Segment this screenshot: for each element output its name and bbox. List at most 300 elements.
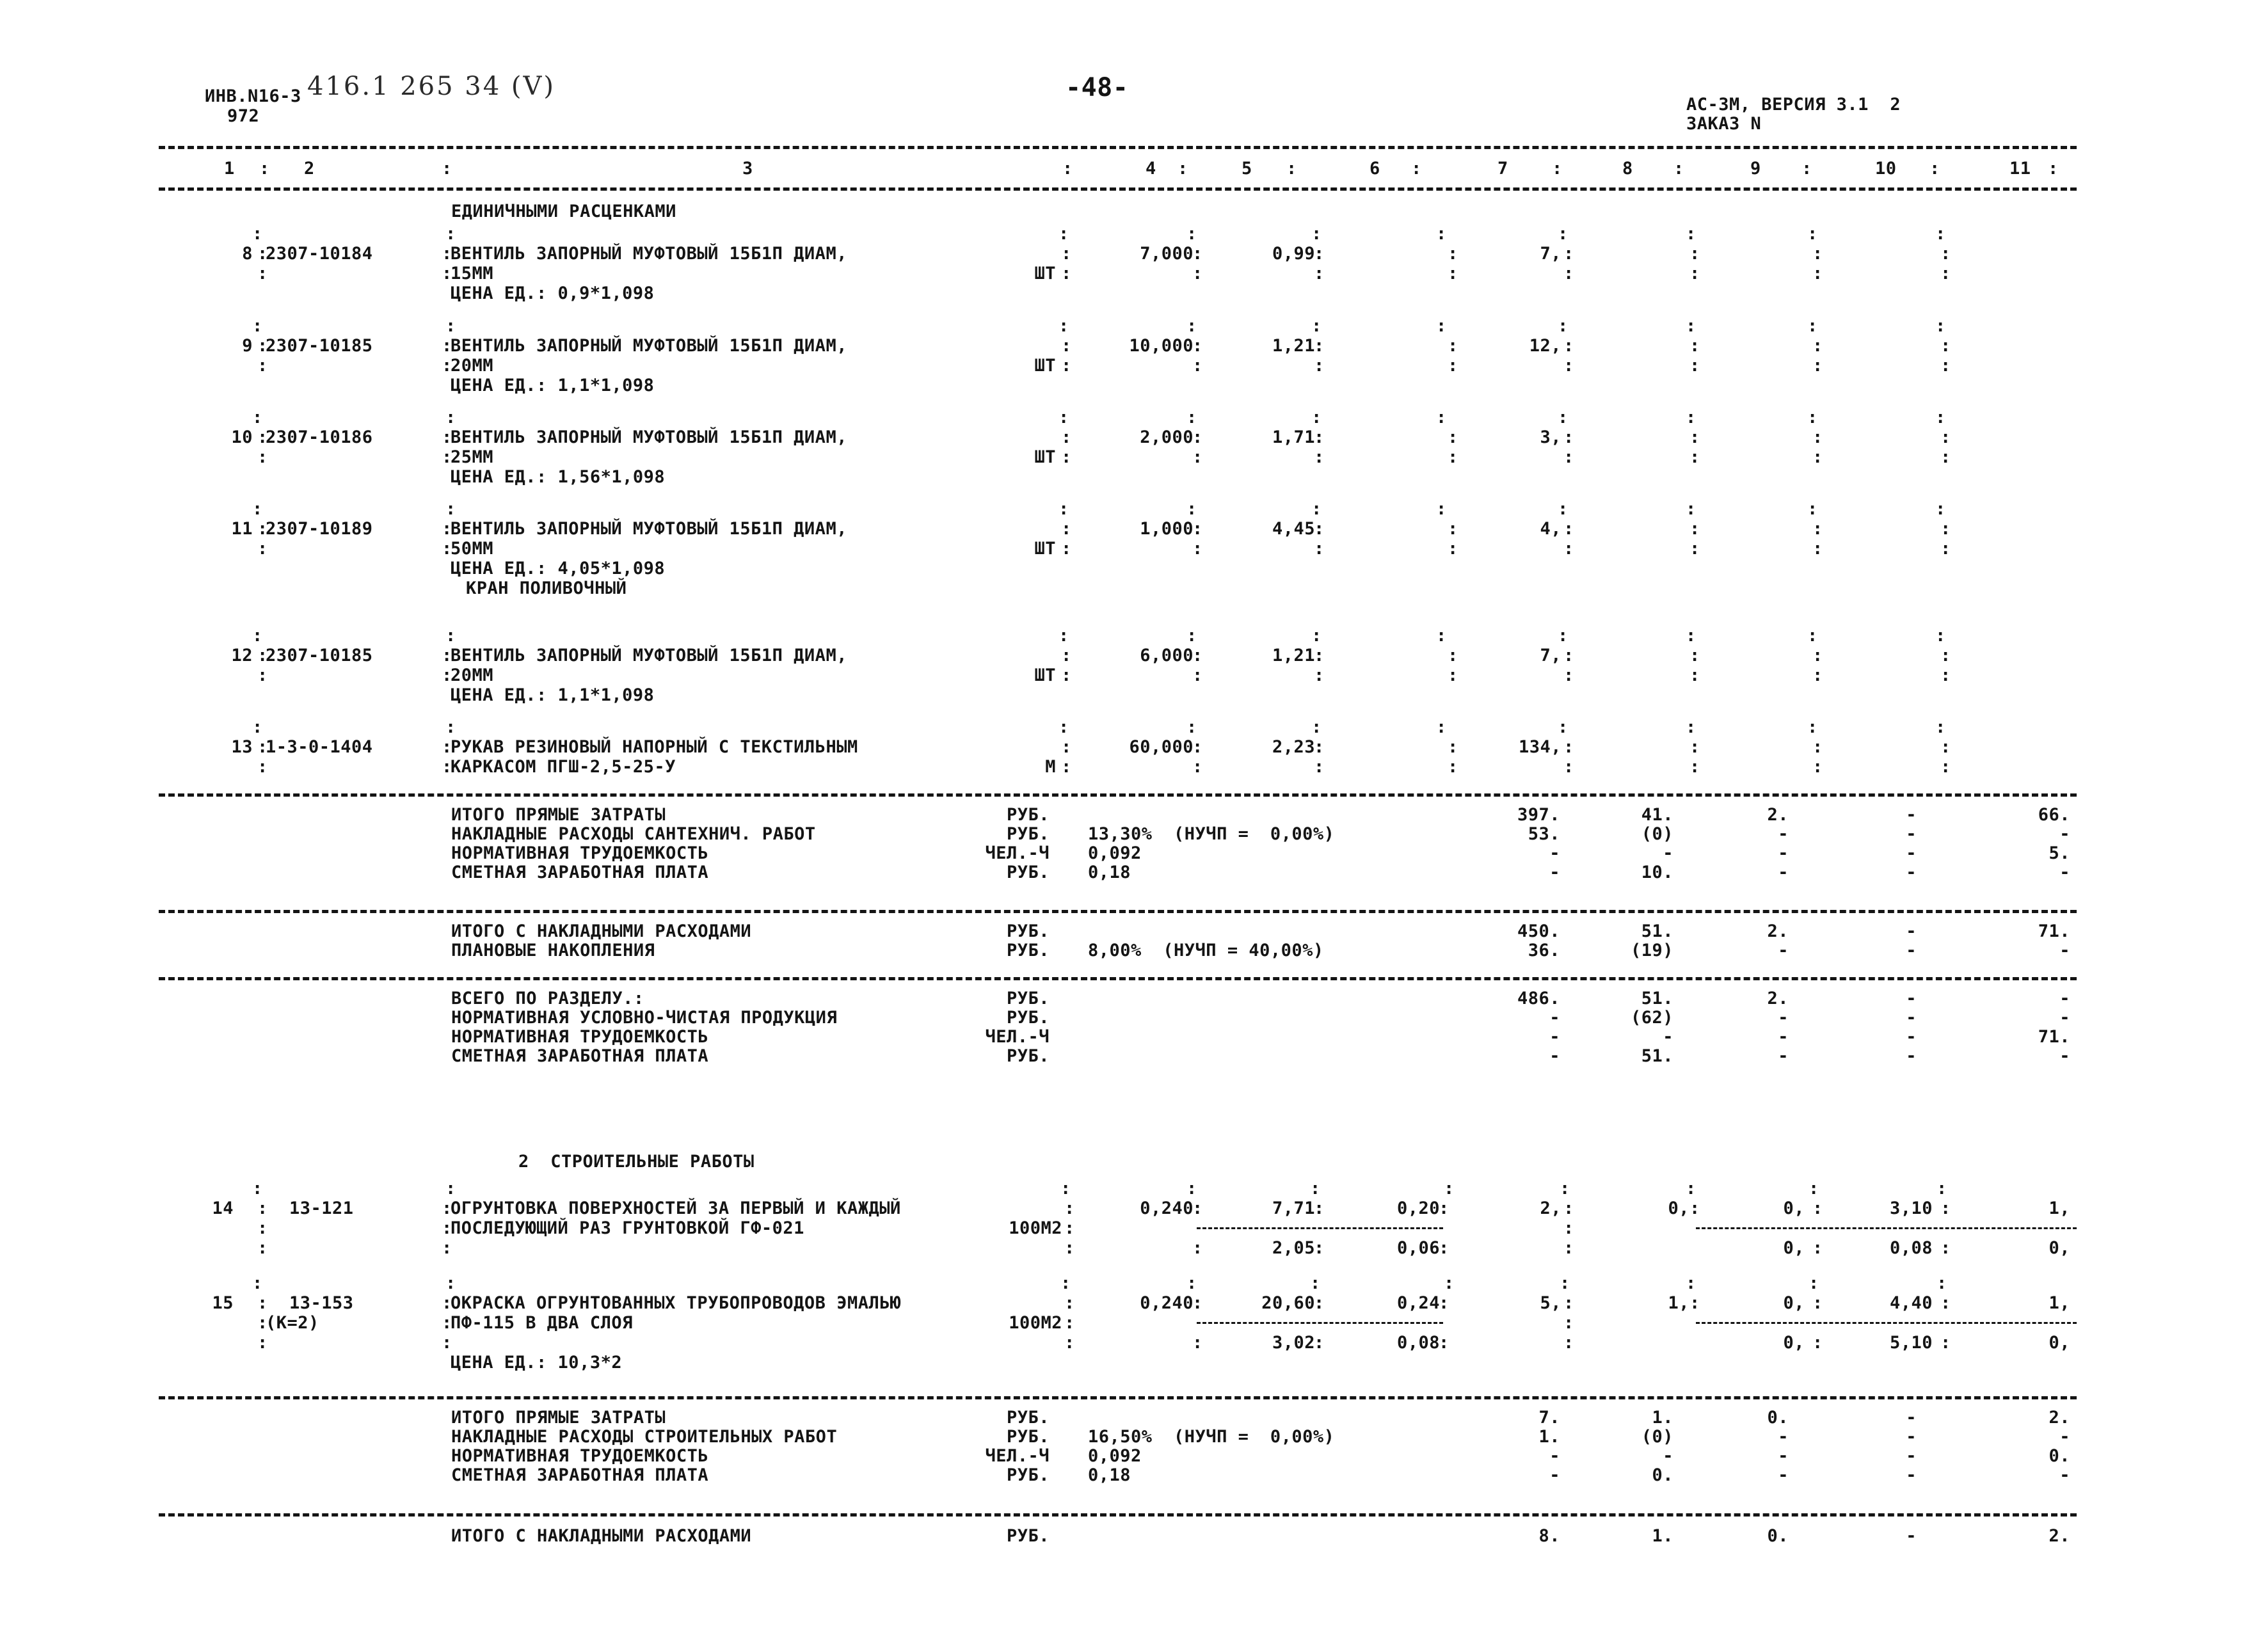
column-separator: : xyxy=(445,224,456,244)
column-separator: : xyxy=(1436,626,1447,646)
column-separator: : xyxy=(1062,159,1073,179)
summary-col7: - xyxy=(1549,1446,1560,1466)
header-left-code: ИНВ.N16-3 xyxy=(205,86,301,106)
item-col6: 0,20 xyxy=(1396,1198,1440,1218)
column-separator: : xyxy=(442,519,452,539)
summary-col10: - xyxy=(1906,1526,1917,1546)
column-separator: : xyxy=(1064,1198,1075,1218)
summary-unit: РУБ. xyxy=(1006,1465,1050,1485)
header-left-code-2: 972 xyxy=(227,106,260,126)
summary-col7: - xyxy=(1549,863,1560,882)
summary-col7: - xyxy=(1549,1465,1560,1485)
column-separator: : xyxy=(1940,737,1951,757)
column-separator: : xyxy=(1314,646,1325,665)
item-code: 2307-10184 xyxy=(266,244,373,264)
summary-col7: 397. xyxy=(1517,805,1560,825)
column-separator: : xyxy=(1812,646,1823,665)
item-col5-labor: 3,02 xyxy=(1272,1333,1315,1353)
column-separator: : xyxy=(445,316,456,336)
summary-col11: 2. xyxy=(2048,1408,2070,1428)
column-header-8: 8 xyxy=(1622,159,1633,179)
summary-col9: - xyxy=(1778,1446,1789,1466)
column-separator: : xyxy=(1314,1198,1325,1218)
summary-label: ИТОГО С НАКЛАДНЫМИ РАСХОДАМИ xyxy=(451,1526,752,1546)
column-separator: : xyxy=(1060,1273,1071,1293)
column-separator: : xyxy=(1563,1313,1574,1333)
summary-label: ВСЕГО ПО РАЗДЕЛУ.: xyxy=(451,989,644,1008)
item-col6: 0,24 xyxy=(1396,1293,1440,1313)
column-separator: : xyxy=(1444,1179,1455,1198)
summary-col11: 5. xyxy=(2048,843,2070,863)
item-quantity: 7,000 xyxy=(1140,244,1194,264)
item-code: 2307-10186 xyxy=(266,427,373,447)
column-separator: : xyxy=(1689,646,1700,665)
column-separator: : xyxy=(1560,1273,1570,1293)
summary-col9: - xyxy=(1778,1046,1789,1066)
summary-unit: РУБ. xyxy=(1006,1008,1050,1028)
column-separator: : xyxy=(442,1198,452,1218)
column-separator: : xyxy=(1436,224,1447,244)
column-separator: : xyxy=(1812,356,1823,376)
summary-unit: РУБ. xyxy=(1006,1408,1050,1428)
item-code: 1-3-0-1404 xyxy=(266,737,373,757)
item-code: 2307-10189 xyxy=(266,519,373,539)
column-header-9: 9 xyxy=(1750,159,1761,179)
summary-col9: - xyxy=(1778,1427,1789,1447)
summary-col8: 1. xyxy=(1652,1526,1673,1546)
dashed-rule xyxy=(159,187,2077,191)
dashed-rule xyxy=(159,977,2077,980)
column-separator: : xyxy=(1186,717,1197,737)
item-code-2: (К=2) xyxy=(266,1313,319,1333)
column-separator: : xyxy=(1940,539,1951,559)
column-separator: : xyxy=(1812,244,1823,264)
item-col11-labor: 0, xyxy=(2048,1238,2070,1258)
column-separator: : xyxy=(1186,626,1197,646)
item-price-note: ЦЕНА ЕД.: 10,3*2 xyxy=(451,1353,623,1373)
item-price-note: ЦЕНА ЕД.: 1,1*1,098 xyxy=(451,376,655,395)
item-col9: 0, xyxy=(1783,1198,1805,1218)
column-separator: : xyxy=(1809,1179,1819,1198)
item-number: 9 xyxy=(242,336,253,356)
item-description: ОГРУНТОВКА ПОВЕРХНОСТЕЙ ЗА ПЕРВЫЙ И КАЖДЫЙ xyxy=(451,1198,901,1218)
column-separator: : xyxy=(445,1273,456,1293)
item-col5-labor: 2,05 xyxy=(1272,1238,1315,1258)
column-separator: : xyxy=(1558,224,1569,244)
column-separator: : xyxy=(442,264,452,283)
column-separator: : xyxy=(1061,519,1072,539)
handwritten-reference: 416.1 265 34 (V) xyxy=(307,72,555,101)
column-separator: : xyxy=(1940,1238,1951,1258)
summary-label: НАКЛАДНЫЕ РАСХОДЫ СТРОИТЕЛЬНЫХ РАБОТ xyxy=(451,1427,838,1447)
column-separator: : xyxy=(1061,264,1072,283)
column-separator: : xyxy=(1058,316,1069,336)
page-number: -48- xyxy=(1066,73,1129,102)
column-separator: : xyxy=(1563,264,1574,283)
item-number: 14 xyxy=(212,1198,234,1218)
column-separator: : xyxy=(1940,519,1951,539)
column-separator: : xyxy=(259,159,270,179)
column-separator: : xyxy=(442,1293,452,1313)
column-separator: : xyxy=(252,1273,263,1293)
summary-col10: - xyxy=(1906,1408,1917,1428)
summary-label: СМЕТНАЯ ЗАРАБОТНАЯ ПЛАТА xyxy=(451,1465,709,1485)
column-separator: : xyxy=(257,1218,268,1238)
column-separator: : xyxy=(442,539,452,559)
column-separator: : xyxy=(1192,244,1203,264)
column-separator: : xyxy=(257,519,268,539)
column-separator: : xyxy=(445,626,456,646)
summary-unit: РУБ. xyxy=(1006,824,1050,844)
summary-col8: 10. xyxy=(1641,863,1673,882)
column-separator: : xyxy=(1314,539,1325,559)
column-separator: : xyxy=(1311,316,1322,336)
summary-col11: - xyxy=(2059,1427,2070,1447)
column-separator: : xyxy=(1940,1333,1951,1353)
column-separator: : xyxy=(1563,1198,1574,1218)
summary-col9: - xyxy=(1778,1465,1789,1485)
column-separator: : xyxy=(1689,757,1700,777)
item-col10-labor: 5,10 xyxy=(1889,1333,1933,1353)
column-separator: : xyxy=(1311,626,1322,646)
summary-col7: 450. xyxy=(1517,921,1560,941)
column-separator: : xyxy=(1411,159,1422,179)
item-description-2: ПФ-115 В ДВА СЛОЯ xyxy=(451,1313,633,1333)
column-separator: : xyxy=(2048,159,2059,179)
column-separator: : xyxy=(1314,1238,1325,1258)
column-separator: : xyxy=(1186,408,1197,427)
summary-col11: - xyxy=(2059,1465,2070,1485)
column-separator: : xyxy=(1178,159,1188,179)
column-separator: : xyxy=(1807,316,1818,336)
column-separator: : xyxy=(1058,224,1069,244)
column-header-10: 10 xyxy=(1875,159,1897,179)
item-price-note: ЦЕНА ЕД.: 0,9*1,098 xyxy=(451,283,655,303)
summary-col11: 0. xyxy=(2048,1446,2070,1466)
column-separator: : xyxy=(1689,539,1700,559)
column-separator: : xyxy=(1689,356,1700,376)
column-separator: : xyxy=(442,447,452,467)
column-separator: : xyxy=(1436,408,1447,427)
item-unit: ШТ xyxy=(1034,539,1056,559)
column-header-5: 5 xyxy=(1242,159,1252,179)
column-separator: : xyxy=(257,539,268,559)
summary-col8: 1. xyxy=(1652,1408,1673,1428)
column-separator: : xyxy=(1192,427,1203,447)
column-separator: : xyxy=(1940,244,1951,264)
item-code: 2307-10185 xyxy=(266,336,373,356)
summary-col8: 41. xyxy=(1641,805,1673,825)
summary-label: НАКЛАДНЫЕ РАСХОДЫ САНТЕХНИЧ. РАБОТ xyxy=(451,824,816,844)
item-number: 12 xyxy=(231,646,253,665)
column-separator: : xyxy=(1807,499,1818,519)
summary-unit: РУБ. xyxy=(1006,941,1050,960)
column-separator: : xyxy=(1940,264,1951,283)
column-separator: : xyxy=(1314,447,1325,467)
dashed-rule xyxy=(1696,1227,2077,1229)
item-description: РУКАВ РЕЗИНОВЫЙ НАПОРНЫЙ С ТЕКСТИЛЬНЫМ xyxy=(451,737,858,757)
dashed-rule xyxy=(1696,1322,2077,1324)
summary-col9: - xyxy=(1778,1008,1789,1028)
column-separator: : xyxy=(1192,646,1203,665)
column-separator: : xyxy=(1689,1198,1700,1218)
column-separator: : xyxy=(1558,717,1569,737)
summary-col11: - xyxy=(2059,824,2070,844)
summary-rate: 16,50% (НУЧП = 0,00%) xyxy=(1088,1427,1335,1447)
column-separator: : xyxy=(1314,244,1325,264)
column-separator: : xyxy=(1192,356,1203,376)
column-separator: : xyxy=(1192,519,1203,539)
dashed-rule xyxy=(159,910,2077,913)
column-separator: : xyxy=(1812,427,1823,447)
summary-col9: 2. xyxy=(1767,989,1789,1008)
summary-col10: - xyxy=(1906,863,1917,882)
column-separator: : xyxy=(1552,159,1563,179)
item-description: ВЕНТИЛЬ ЗАПОРНЫЙ МУФТОВЫЙ 15Б1П ДИАМ, xyxy=(451,336,847,356)
summary-label: НОРМАТИВНАЯ ТРУДОЕМКОСТЬ xyxy=(451,1446,709,1466)
summary-col9: 0. xyxy=(1767,1526,1789,1546)
item-quantity: 10,000 xyxy=(1129,336,1194,356)
column-separator: : xyxy=(1064,1238,1075,1258)
column-header-1: 1 xyxy=(224,159,235,179)
column-separator: : xyxy=(1448,427,1458,447)
item-unit: ШТ xyxy=(1034,356,1056,376)
summary-col8: (0) xyxy=(1641,824,1673,844)
item-col10-labor: 0,08 xyxy=(1889,1238,1933,1258)
summary-col10: - xyxy=(1906,921,1917,941)
column-separator: : xyxy=(1807,408,1818,427)
item-col8: 1, xyxy=(1668,1293,1689,1313)
column-separator: : xyxy=(1563,427,1574,447)
column-separator: : xyxy=(1812,1293,1823,1313)
column-separator: : xyxy=(1940,757,1951,777)
item-unit: ШТ xyxy=(1034,264,1056,283)
column-separator: : xyxy=(1689,244,1700,264)
summary-label: СМЕТНАЯ ЗАРАБОТНАЯ ПЛАТА xyxy=(451,863,709,882)
summary-col10: - xyxy=(1906,1046,1917,1066)
summary-col11: 2. xyxy=(2048,1526,2070,1546)
column-separator: : xyxy=(1314,356,1325,376)
item-number: 13 xyxy=(231,737,253,757)
column-separator: : xyxy=(252,626,263,646)
item-col11-labor: 0, xyxy=(2048,1333,2070,1353)
column-separator: : xyxy=(257,427,268,447)
column-separator: : xyxy=(1686,717,1697,737)
column-separator: : xyxy=(1673,159,1684,179)
column-separator: : xyxy=(1686,1179,1697,1198)
column-separator: : xyxy=(1563,447,1574,467)
item-number: 8 xyxy=(242,244,253,264)
column-separator: : xyxy=(257,665,268,685)
summary-col7: 486. xyxy=(1517,989,1560,1008)
column-separator: : xyxy=(1558,316,1569,336)
summary-col11: 66. xyxy=(2038,805,2070,825)
item-price-note: ЦЕНА ЕД.: 4,05*1,098 xyxy=(451,559,666,578)
item-quantity: 2,000 xyxy=(1140,427,1194,447)
column-separator: : xyxy=(1801,159,1812,179)
column-separator: : xyxy=(1558,499,1569,519)
column-separator: : xyxy=(1563,244,1574,264)
column-separator: : xyxy=(257,336,268,356)
column-separator: : xyxy=(1192,1198,1203,1218)
column-separator: : xyxy=(1314,737,1325,757)
column-separator: : xyxy=(1686,1273,1697,1293)
item-col9-labor: 0, xyxy=(1783,1333,1805,1353)
item-description-2: 25ММ xyxy=(451,447,494,467)
item-total: 12, xyxy=(1529,336,1561,356)
section-title: 2 СТРОИТЕЛЬНЫЕ РАБОТЫ xyxy=(518,1152,755,1172)
summary-col7: 53. xyxy=(1528,824,1560,844)
dashed-rule xyxy=(159,1396,2077,1399)
item-unit: ШТ xyxy=(1034,665,1056,685)
column-separator: : xyxy=(1812,447,1823,467)
column-separator: : xyxy=(257,1238,268,1258)
item-col5: 7,71 xyxy=(1272,1198,1315,1218)
column-header-4: 4 xyxy=(1146,159,1156,179)
column-separator: : xyxy=(1686,224,1697,244)
item-unit: ШТ xyxy=(1034,447,1056,467)
column-separator: : xyxy=(1686,408,1697,427)
summary-col7: - xyxy=(1549,1046,1560,1066)
column-separator: : xyxy=(1807,224,1818,244)
item-col7: 2, xyxy=(1540,1198,1561,1218)
column-separator: : xyxy=(1940,427,1951,447)
column-separator: : xyxy=(1060,1179,1071,1198)
column-separator: : xyxy=(1314,757,1325,777)
column-separator: : xyxy=(1186,1273,1197,1293)
column-separator: : xyxy=(1558,626,1569,646)
column-separator: : xyxy=(257,1333,268,1353)
summary-rate: 0,092 xyxy=(1088,843,1142,863)
column-separator: : xyxy=(1311,499,1322,519)
summary-col10: - xyxy=(1906,1446,1917,1466)
column-separator: : xyxy=(1310,1179,1321,1198)
summary-col7: - xyxy=(1549,1008,1560,1028)
section-title: ЕДИНИЧНЫМИ РАСЦЕНКАМИ xyxy=(451,202,676,221)
column-separator: : xyxy=(1935,316,1946,336)
item-description-2: 15ММ xyxy=(451,264,494,283)
summary-unit: РУБ. xyxy=(1006,921,1050,941)
column-separator: : xyxy=(1439,1198,1449,1218)
item-unit-price: 1,21 xyxy=(1272,646,1315,665)
column-separator: : xyxy=(1061,336,1072,356)
column-separator: : xyxy=(1444,1273,1455,1293)
summary-col9: - xyxy=(1778,843,1789,863)
column-separator: : xyxy=(1689,427,1700,447)
column-separator: : xyxy=(1061,356,1072,376)
summary-label: ИТОГО ПРЯМЫЕ ЗАТРАТЫ xyxy=(451,1408,666,1428)
column-separator: : xyxy=(1439,1293,1449,1313)
column-separator: : xyxy=(442,1313,452,1333)
item-col5: 20,60 xyxy=(1261,1293,1315,1313)
column-separator: : xyxy=(1812,757,1823,777)
column-separator: : xyxy=(1812,264,1823,283)
column-separator: : xyxy=(1192,665,1203,685)
column-separator: : xyxy=(1061,646,1072,665)
summary-col7: 36. xyxy=(1528,941,1560,960)
item-code: 2307-10185 xyxy=(266,646,373,665)
summary-col10: - xyxy=(1906,989,1917,1008)
summary-col8: (0) xyxy=(1641,1427,1673,1447)
summary-rate: 0,18 xyxy=(1088,863,1131,882)
column-separator: : xyxy=(1192,757,1203,777)
summary-col11: - xyxy=(2059,989,2070,1008)
column-separator: : xyxy=(1192,737,1203,757)
summary-label: НОРМАТИВНАЯ УСЛОВНО-ЧИСТАЯ ПРОДУКЦИЯ xyxy=(451,1008,838,1028)
column-separator: : xyxy=(1940,336,1951,356)
column-separator: : xyxy=(257,737,268,757)
summary-col7: 7. xyxy=(1538,1408,1560,1428)
item-unit-price: 1,21 xyxy=(1272,336,1315,356)
column-separator: : xyxy=(257,1293,268,1313)
item-total: 3, xyxy=(1540,427,1561,447)
column-separator: : xyxy=(1689,1293,1700,1313)
dashed-rule xyxy=(1197,1227,1443,1229)
column-separator: : xyxy=(1448,646,1458,665)
summary-col7: - xyxy=(1549,1027,1560,1047)
summary-col11: - xyxy=(2059,1046,2070,1066)
column-separator: : xyxy=(1439,1333,1449,1353)
column-separator: : xyxy=(1058,626,1069,646)
item-col11: 1, xyxy=(2048,1198,2070,1218)
summary-label: ИТОГО С НАКЛАДНЫМИ РАСХОДАМИ xyxy=(451,921,752,941)
column-separator: : xyxy=(1064,1333,1075,1353)
column-header-11: 11 xyxy=(2009,159,2031,179)
column-separator: : xyxy=(1807,717,1818,737)
column-separator: : xyxy=(1940,1293,1951,1313)
column-separator: : xyxy=(442,1238,452,1258)
column-separator: : xyxy=(1563,1333,1574,1353)
column-separator: : xyxy=(1812,737,1823,757)
column-separator: : xyxy=(1311,717,1322,737)
item-quantity: 0,240 xyxy=(1140,1198,1194,1218)
column-separator: : xyxy=(257,757,268,777)
column-separator: : xyxy=(257,244,268,264)
column-separator: : xyxy=(1186,316,1197,336)
column-separator: : xyxy=(442,159,452,179)
column-separator: : xyxy=(1192,447,1203,467)
summary-col9: - xyxy=(1778,863,1789,882)
summary-col8: - xyxy=(1663,1446,1673,1466)
column-separator: : xyxy=(1563,1218,1574,1238)
item-description-2: ПОСЛЕДУЮЩИЙ РАЗ ГРУНТОВКОЙ ГФ-021 xyxy=(451,1218,804,1238)
summary-label: НОРМАТИВНАЯ ТРУДОЕМКОСТЬ xyxy=(451,1027,709,1047)
column-separator: : xyxy=(445,1179,456,1198)
column-separator: : xyxy=(1940,356,1951,376)
item-col9-labor: 0, xyxy=(1783,1238,1805,1258)
column-separator: : xyxy=(1061,427,1072,447)
column-separator: : xyxy=(1563,539,1574,559)
summary-rate: 0,18 xyxy=(1088,1465,1131,1485)
item-number: 10 xyxy=(231,427,253,447)
column-separator: : xyxy=(1940,665,1951,685)
column-separator: : xyxy=(445,499,456,519)
column-separator: : xyxy=(1809,1273,1819,1293)
item-price-note: ЦЕНА ЕД.: 1,1*1,098 xyxy=(451,685,655,705)
header-order: ЗАКАЗ N xyxy=(1686,114,1762,134)
column-separator: : xyxy=(1935,499,1946,519)
summary-label: СМЕТНАЯ ЗАРАБОТНАЯ ПЛАТА xyxy=(451,1046,709,1066)
column-separator: : xyxy=(1563,519,1574,539)
column-separator: : xyxy=(1436,717,1447,737)
column-separator: : xyxy=(1563,356,1574,376)
item-description: ВЕНТИЛЬ ЗАПОРНЫЙ МУФТОВЫЙ 15Б1П ДИАМ, xyxy=(451,244,847,264)
item-code: 13-153 xyxy=(289,1293,354,1313)
column-separator: : xyxy=(1186,224,1197,244)
column-separator: : xyxy=(1061,757,1072,777)
summary-unit: РУБ. xyxy=(1006,1046,1050,1066)
column-separator: : xyxy=(1314,336,1325,356)
